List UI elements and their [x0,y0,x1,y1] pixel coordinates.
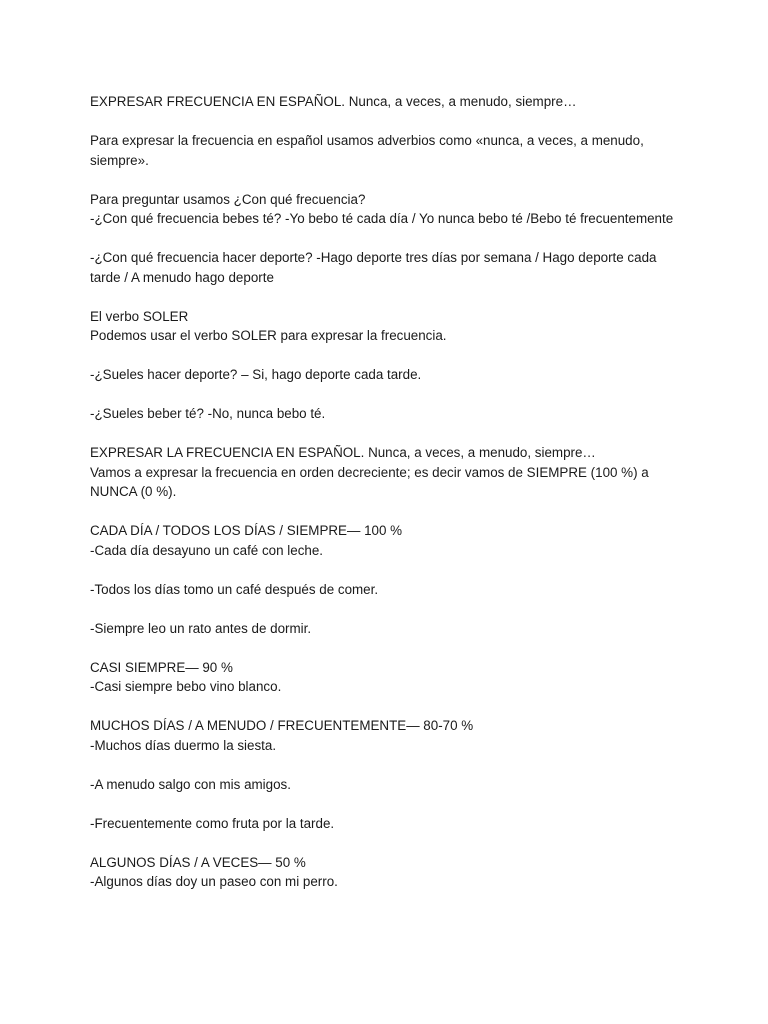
text-line: CASI SIEMPRE— 90 % [90,659,233,675]
text-line: Vamos a expresar la frecuencia en orden decreciente; es decir vamos de SIEMPRE (100 %) a NUNCA (0 %). [90,464,649,499]
text-line: Podemos usar el verbo SOLER para expresar la frecuencia. [90,328,447,343]
question-paragraph [90,190,690,229]
text-line: -¿Con qué frecuencia hacer deporte? -Hago deporte tres días por semana / Hago deporte cada tarde / A menudo hago deporte [90,250,657,285]
text-line: EXPRESAR FRECUENCIA EN ESPAÑOL. Nunca, a veces, a menudo, siempre… [90,94,577,109]
text-line: -Siempre leo un rato antes de dormir. [90,620,312,636]
frequency-paragraph [90,521,690,560]
text-line: Para preguntar usamos ¿Con qué frecuencia? [90,191,366,207]
example-paragraph [90,248,690,287]
frequency-paragraph [90,853,690,892]
example-paragraph [90,775,690,795]
example-paragraph [90,580,690,600]
text-line: -¿Sueles hacer deporte? – Si, hago deporte cada tarde. [90,367,422,382]
text-line: Para expresar la frecuencia en español usamos adverbios como «nunca, a veces, a menudo, siempre». [90,133,644,168]
section-heading-paragraph [90,443,690,502]
text-line: -Algunos días doy un paseo con mi perro. [90,874,338,889]
frequency-paragraph [90,658,690,697]
example-paragraph [90,365,690,385]
example-paragraph [90,814,690,834]
document-body [90,92,690,911]
text-line: -Cada día desayuno un café con leche. [90,542,324,558]
frequency-paragraph [90,716,690,755]
title-paragraph [90,92,690,112]
text-line: -Frecuentemente como fruta por la tarde. [90,815,335,831]
soler-paragraph [90,307,690,346]
text-line: El verbo SOLER [90,308,189,324]
text-line: -Casi siempre bebo vino blanco. [90,679,282,694]
text-line: -¿Con qué frecuencia bebes té? -Yo bebo té cada día / Yo nunca bebo té /Bebo té frecuentemente [90,211,674,226]
intro-paragraph [90,131,690,170]
text-line: ALGUNOS DÍAS / A VECES— 50 % [90,854,306,870]
text-line: MUCHOS DÍAS / A MENUDO / FRECUENTEMENTE— 80-70 % [90,718,474,733]
text-line: EXPRESAR LA FRECUENCIA EN ESPAÑOL. Nunca, a veces, a menudo, siempre… [90,445,596,460]
text-line: -Todos los días tomo un café después de comer. [90,581,379,597]
example-paragraph [90,619,690,639]
example-paragraph [90,404,690,424]
text-line: -A menudo salgo con mis amigos. [90,776,291,792]
text-line: CADA DÍA / TODOS LOS DÍAS / SIEMPRE— 100 % [90,523,403,538]
text-line: -¿Sueles beber té? -No, nunca bebo té. [90,406,326,421]
text-line: -Muchos días duermo la siesta. [90,737,277,753]
